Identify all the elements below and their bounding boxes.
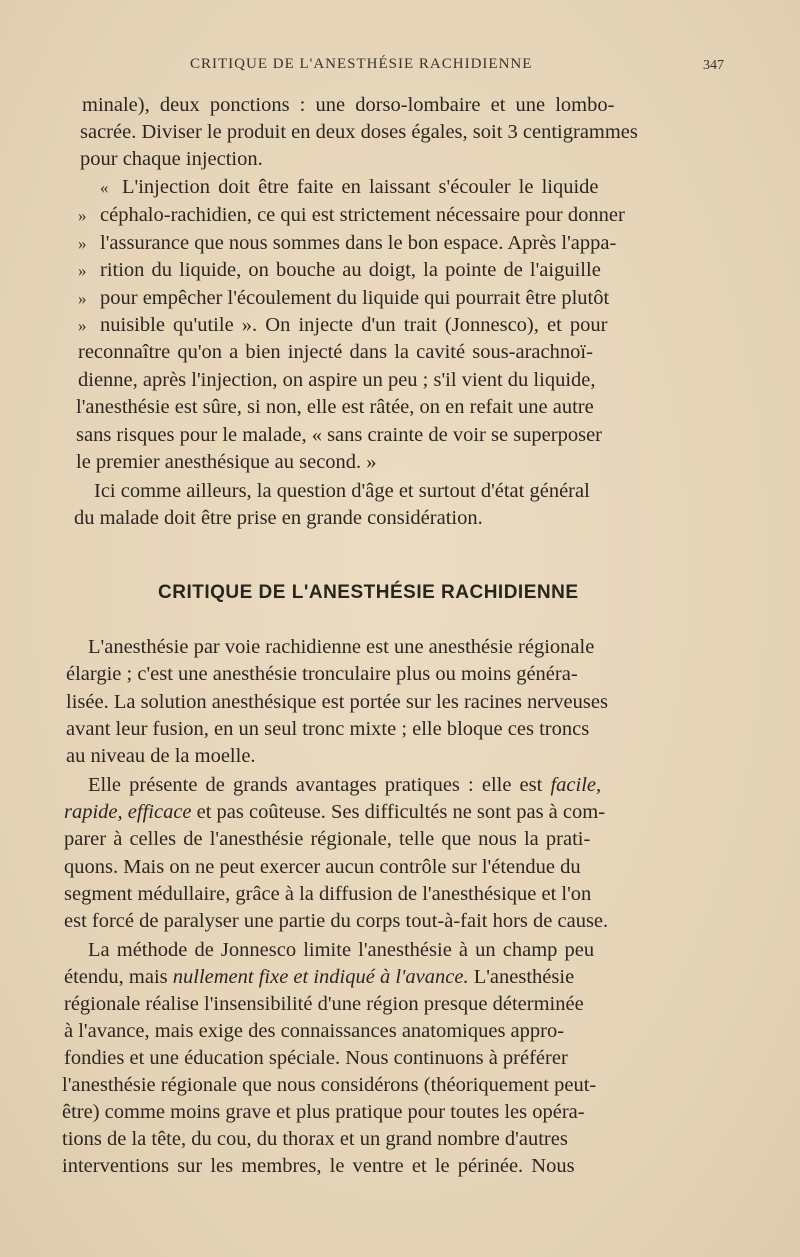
text-line: être) comme moins grave et plus pratique pour toutes les opéra-	[62, 1101, 585, 1123]
quote-continuation-mark: »	[78, 206, 87, 225]
text-line: Ici comme ailleurs, la question d'âge et surtout d'état général	[94, 480, 590, 502]
text-line: parer à celles de l'anesthésie régionale, telle que nous la prati-	[64, 828, 591, 850]
text-line: fondies et une éducation spéciale. Nous continuons à préférer	[64, 1047, 568, 1069]
section-heading: CRITIQUE DE L'ANESTHÉSIE RACHIDIENNE	[158, 582, 579, 603]
text-line: minale), deux ponctions : une dorso-lombaire et une lombo-	[82, 94, 615, 116]
quote-continuation-mark: »	[78, 316, 87, 335]
quote-line: » céphalo-rachidien, ce qui est strictement nécessaire pour donner	[78, 204, 625, 226]
quote-line: » nuisible qu'utile ». On injecte d'un trait (Jonnesco), et pour	[78, 314, 608, 336]
quote-line: « L'injection doit être faite en laissant s'écouler le liquide	[100, 176, 599, 198]
text-line: sacrée. Diviser le produit en deux doses égales, soit 3 centigrammes	[80, 121, 638, 143]
open-quote-mark: «	[100, 178, 109, 197]
text-line: à l'avance, mais exige des connaissances anatomiques appro-	[64, 1020, 565, 1042]
text-line: interventions sur les membres, le ventre et le périnée. Nous	[62, 1155, 575, 1177]
quote-line: » l'assurance que nous sommes dans le bon espace. Après l'appa-	[78, 232, 617, 254]
text-line: au niveau de la moelle.	[66, 745, 256, 767]
text-line: avant leur fusion, en un seul tronc mixte ; elle bloque ces troncs	[66, 718, 590, 740]
text-line: élargie ; c'est une anesthésie tronculaire plus ou moins généra-	[66, 663, 578, 685]
text-line: régionale réalise l'insensibilité d'une région presque déterminée	[64, 993, 584, 1015]
text-line: La méthode de Jonnesco limite l'anesthésie à un champ peu	[88, 939, 595, 961]
text-line: reconnaître qu'on a bien injecté dans la cavité sous-arachnoï-	[78, 341, 593, 363]
text-line: est forcé de paralyser une partie du corps tout-à-fait hors de cause.	[64, 910, 609, 932]
text-line: l'anesthésie est sûre, si non, elle est râtée, on en refait une autre	[76, 396, 594, 418]
text-line: tions de la tête, du cou, du thorax et un grand nombre d'autres	[62, 1128, 568, 1150]
running-title: CRITIQUE DE L'ANESTHÉSIE RACHIDIENNE	[190, 56, 533, 72]
text-line: étendu, mais nullement fixe et indiqué à l'avance. L'anesthésie	[64, 966, 575, 988]
text-line: sans risques pour le malade, « sans crainte de voir se superposer	[76, 424, 603, 446]
text-line: Elle présente de grands avantages pratiques : elle est facile,	[88, 774, 602, 796]
text-line: dienne, après l'injection, on aspire un peu ; s'il vient du liquide,	[78, 369, 596, 391]
text-line: rapide, efficace et pas coûteuse. Ses difficultés ne sont pas à com-	[64, 801, 606, 823]
text-line: l'anesthésie régionale que nous considérons (théoriquement peut-	[62, 1074, 597, 1096]
quote-continuation-mark: »	[78, 234, 87, 253]
text-line: pour chaque injection.	[80, 148, 263, 170]
text-line: quons. Mais on ne peut exercer aucun contrôle sur l'étendue du	[64, 856, 581, 878]
page-number: 347	[703, 58, 724, 73]
quote-line: » rition du liquide, on bouche au doigt, la pointe de l'aiguille	[78, 259, 601, 281]
running-head	[80, 56, 730, 84]
quote-continuation-mark: »	[78, 289, 87, 308]
text-line: du malade doit être prise en grande considération.	[74, 507, 483, 529]
text-line: segment médullaire, grâce à la diffusion de l'anesthésique et l'on	[64, 883, 592, 905]
text-line: lisée. La solution anesthésique est portée sur les racines nerveuses	[66, 691, 608, 713]
quote-line: » pour empêcher l'écoulement du liquide qui pourrait être plutôt	[78, 287, 610, 309]
text-line: L'anesthésie par voie rachidienne est une anesthésie régionale	[88, 636, 595, 658]
text-line: le premier anesthésique au second. »	[76, 451, 377, 473]
quote-continuation-mark: »	[78, 261, 87, 280]
